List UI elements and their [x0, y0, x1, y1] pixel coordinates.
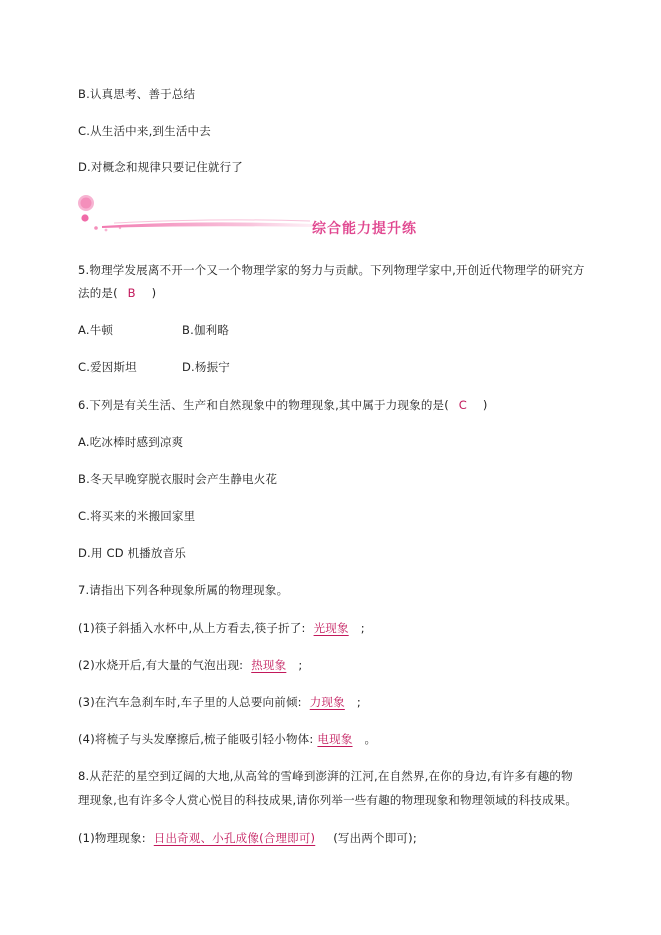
- q5-option-b: B.伽利略: [182, 323, 230, 337]
- q7-item-4: [78, 731, 376, 747]
- q8-stem-line1: 8.从茫茫的星空到辽阔的大地,从高耸的雪峰到澎湃的江河,在自然界,在你的身边,有许多有趣的物: [78, 769, 573, 783]
- q7-item-1: [78, 620, 365, 636]
- q7-item-2-end: ;: [298, 658, 303, 672]
- q6-option-c: C.将买来的米搬回家里: [78, 509, 196, 523]
- q7-item-4-end: 。: [364, 732, 377, 746]
- q5-options-row1: [78, 322, 230, 338]
- q6-stem: [78, 397, 488, 413]
- q7-item-1-text: (1)筷子斜插入水杯中,从上方看去,筷子折了:: [78, 621, 306, 635]
- q5-stem-pre: 法的是(: [78, 286, 118, 300]
- q7-stem: 7.请指出下列各种现象所属的物理现象。: [78, 583, 289, 597]
- option-b-line: B.认真思考、善于总结: [78, 87, 196, 101]
- q7-item-3-text: (3)在汽车急刹车时,车子里的人总要向前倾:: [78, 695, 302, 709]
- q5-stem-post: ): [151, 286, 157, 300]
- q5-option-c: C.爱因斯坦: [78, 360, 137, 374]
- q8-item-1-pre: (1)物理现象:: [78, 831, 146, 845]
- q7-item-3: [78, 694, 361, 710]
- q7-item-3-end: ;: [356, 695, 361, 709]
- q5-options-row2: [78, 359, 231, 375]
- q5-option-a: A.牛顿: [78, 323, 114, 337]
- q7-item-2-text: (2)水烧开后,有大量的气泡出现:: [78, 658, 244, 672]
- q7-item-3-answer: 力现象: [309, 695, 345, 709]
- q8-stem-line2: 理现象,也有许多令人赏心悦目的科技成果,请你列举一些有趣的物理现象和物理领域的科技成果。: [78, 793, 578, 807]
- q7-item-1-end: ;: [360, 621, 365, 635]
- q6-answer: C: [458, 398, 468, 412]
- q7-item-2: [78, 657, 302, 673]
- q7-item-2-answer: 热现象: [251, 658, 287, 672]
- q5-stem-line1: 5.物理学发展离不开一个又一个物理学家的努力与贡献。下列物理学家中,开创近代物理学的研究方: [78, 263, 585, 277]
- q6-option-a: A.吃冰棒时感到凉爽: [78, 435, 184, 449]
- q5-answer: B: [127, 286, 136, 300]
- q5-stem-line2: [78, 285, 156, 301]
- q6-stem-post: ): [482, 398, 488, 412]
- q7-item-4-text: (4)将梳子与头发摩擦后,梳子能吸引轻小物体:: [78, 732, 314, 746]
- q7-item-4-answer: 电现象: [317, 732, 353, 746]
- q6-option-b: B.冬天早晚穿脱衣服时会产生静电火花: [78, 472, 278, 486]
- q5-option-d: D.杨振宁: [182, 360, 231, 374]
- option-d-line: D.对概念和规律只要记住就行了: [78, 160, 244, 174]
- section-title: 综合能力提升练: [312, 221, 417, 237]
- option-c-line: C.从生活中来,到生活中去: [78, 124, 211, 138]
- q8-item-1-answer: 日出奇观、小孔成像(合理即可): [153, 831, 316, 845]
- q6-stem-pre: 6.下列是有关生活、生产和自然现象中的物理现象,其中属于力现象的是(: [78, 398, 449, 412]
- q8-item-1: [78, 830, 417, 846]
- q6-option-d: D.用 CD 机播放音乐: [78, 546, 187, 560]
- q7-item-1-answer: 光现象: [313, 621, 349, 635]
- q8-item-1-post: (写出两个即可);: [333, 831, 417, 845]
